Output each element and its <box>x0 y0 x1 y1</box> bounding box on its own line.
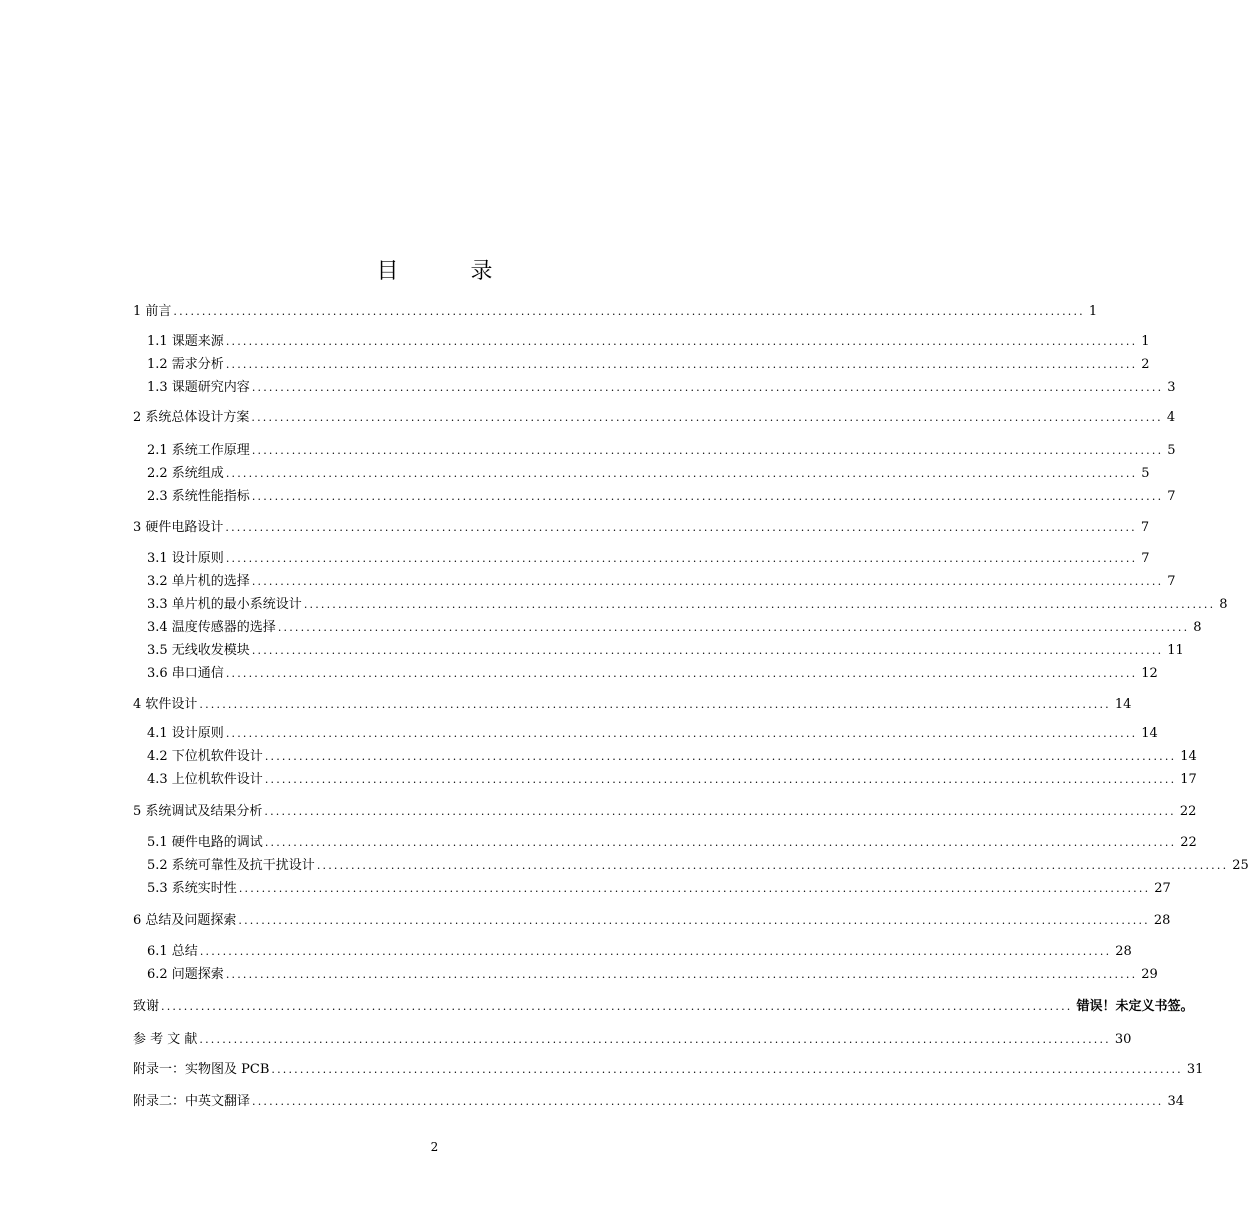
toc-entry-label: 2.1 系统工作原理 <box>147 443 250 458</box>
toc-entry[interactable] <box>147 965 1158 985</box>
toc-title-char-2: 录 <box>470 259 493 284</box>
toc-entry[interactable] <box>133 302 1098 322</box>
toc-entry[interactable] <box>133 518 1150 538</box>
toc-entry-page: 1 <box>1141 334 1150 349</box>
toc-entry[interactable] <box>133 802 1197 822</box>
toc-leader-dots: ................................................................................................................................................................ <box>264 836 1177 849</box>
toc-entry-page: 30 <box>1114 1032 1132 1047</box>
toc-entry-page: 3 <box>1167 380 1176 395</box>
toc-leader-dots: ................................................................................................................................................................ <box>277 621 1190 634</box>
toc-entry-page: 7 <box>1167 489 1176 504</box>
toc-leader-dots: ................................................................................................................................................................ <box>238 914 1150 927</box>
toc-leader-dots: ................................................................................................................................................................ <box>251 644 1164 657</box>
toc-entry-label: 3.2 单片机的选择 <box>147 574 250 589</box>
toc-leader-dots: ................................................................................................................................................................ <box>316 859 1229 872</box>
toc-entry[interactable] <box>133 997 1194 1017</box>
toc-entry[interactable] <box>147 332 1150 352</box>
toc-entry-label: 3.1 设计原则 <box>147 551 224 566</box>
toc-entry-page: 8 <box>1219 597 1228 612</box>
toc-leader-dots: ................................................................................................................................................................ <box>225 521 1137 534</box>
toc-entry[interactable] <box>133 911 1171 931</box>
toc-leader-dots: ................................................................................................................................................................ <box>225 552 1138 565</box>
toc-leader-dots: ................................................................................................................................................................ <box>303 598 1216 611</box>
toc-entry[interactable] <box>147 724 1158 744</box>
toc-entry[interactable] <box>147 770 1197 790</box>
toc-entry-label: 致谢 <box>133 999 160 1014</box>
toc-leader-dots: ................................................................................................................................................................ <box>199 698 1111 711</box>
toc-title <box>0 254 869 285</box>
toc-leader-dots: ................................................................................................................................................................ <box>225 335 1138 348</box>
toc-entry-label: 4 软件设计 <box>133 697 198 712</box>
toc-entry-label: 5.2 系统可靠性及抗干扰设计 <box>147 858 315 873</box>
toc-leader-dots: ................................................................................................................................................................ <box>251 411 1163 424</box>
toc-leader-dots: ................................................................................................................................................................ <box>173 305 1085 318</box>
toc-leader-dots: ................................................................................................................................................................ <box>264 773 1177 786</box>
toc-leader-dots: ................................................................................................................................................................ <box>251 490 1164 503</box>
toc-entry-label: 3 硬件电路设计 <box>133 520 224 535</box>
toc-entry[interactable] <box>147 595 1228 615</box>
toc-entry-label: 4.2 下位机软件设计 <box>147 749 263 764</box>
toc-entry-label: 5.1 硬件电路的调试 <box>147 835 263 850</box>
toc-entry-label: 6.1 总结 <box>147 944 198 959</box>
toc-title-char-1: 目 <box>376 259 399 284</box>
toc-entry-label: 4.1 设计原则 <box>147 726 224 741</box>
toc-entry[interactable] <box>147 572 1176 592</box>
toc-entry-page: 4 <box>1166 410 1176 425</box>
toc-entry-label: 参 考 文 献 <box>133 1032 198 1047</box>
toc-entry-label: 2 系统总体设计方案 <box>133 410 250 425</box>
toc-entry[interactable] <box>147 618 1202 638</box>
toc-entry-label: 附录一：实物图及 PCB <box>133 1062 270 1077</box>
toc-entry-label: 4.3 上位机软件设计 <box>147 772 263 787</box>
toc-entry-page: 2 <box>1141 357 1150 372</box>
toc-entry[interactable] <box>147 441 1176 461</box>
toc-leader-dots: ................................................................................................................................................................ <box>251 575 1164 588</box>
toc-entry[interactable] <box>147 664 1158 684</box>
toc-entry-label: 6.2 问题探索 <box>147 967 224 982</box>
toc-entry-page: 错误！未定义书签。 <box>1076 999 1194 1014</box>
toc-entry-page: 12 <box>1141 666 1158 681</box>
toc-leader-dots: ................................................................................................................................................................ <box>238 882 1151 895</box>
toc-entry-label: 3.5 无线收发模块 <box>147 643 250 658</box>
toc-entry-page: 22 <box>1179 804 1197 819</box>
toc-entry[interactable] <box>133 695 1132 715</box>
toc-leader-dots: ................................................................................................................................................................ <box>252 1095 1164 1108</box>
toc-leader-dots: ................................................................................................................................................................ <box>199 945 1112 958</box>
toc-entry-page: 25 <box>1232 858 1249 873</box>
page-number: 2 <box>430 1140 439 1154</box>
toc-entry[interactable] <box>147 747 1197 767</box>
toc-entry-page: 28 <box>1115 944 1132 959</box>
toc-entry-label: 附录二：中英文翻译 <box>133 1094 251 1109</box>
toc-entry-page: 7 <box>1141 551 1150 566</box>
toc-leader-dots: ................................................................................................................................................................ <box>225 358 1138 371</box>
toc-leader-dots: ................................................................................................................................................................ <box>225 667 1138 680</box>
toc-entry[interactable] <box>133 1030 1132 1050</box>
toc-entry-label: 2.3 系统性能指标 <box>147 489 250 504</box>
toc-entry-page: 1 <box>1088 304 1098 319</box>
toc-leader-dots: ................................................................................................................................................................ <box>225 968 1138 981</box>
toc-leader-dots: ................................................................................................................................................................ <box>161 1000 1073 1013</box>
toc-entry-label: 1.2 需求分析 <box>147 357 224 372</box>
toc-entry-label: 6 总结及问题探索 <box>133 913 237 928</box>
toc-entry-page: 5 <box>1167 443 1176 458</box>
toc-entry[interactable] <box>133 1060 1204 1080</box>
toc-entry-label: 2.2 系统组成 <box>147 466 224 481</box>
toc-entry-page: 11 <box>1167 643 1184 658</box>
toc-entry[interactable] <box>147 355 1150 375</box>
toc-entry[interactable] <box>147 549 1150 569</box>
toc-entry-label: 1.1 课题来源 <box>147 334 224 349</box>
toc-entry[interactable] <box>147 378 1176 398</box>
toc-entry-page: 8 <box>1193 620 1202 635</box>
toc-entry-label: 5.3 系统实时性 <box>147 881 237 896</box>
toc-entry-page: 5 <box>1141 466 1150 481</box>
toc-entry[interactable] <box>147 942 1132 962</box>
toc-entry[interactable] <box>147 879 1171 899</box>
toc-entry-page: 7 <box>1140 520 1150 535</box>
toc-leader-dots: ................................................................................................................................................................ <box>225 467 1138 480</box>
toc-entry-label: 3.3 单片机的最小系统设计 <box>147 597 302 612</box>
toc-entry[interactable] <box>147 487 1176 507</box>
toc-entry-page: 14 <box>1141 726 1158 741</box>
toc-entry-page: 7 <box>1167 574 1176 589</box>
toc-leader-dots: ................................................................................................................................................................ <box>264 750 1177 763</box>
toc-leader-dots: ................................................................................................................................................................ <box>251 381 1164 394</box>
toc-entry-label: 1 前言 <box>133 304 172 319</box>
toc-entry-page: 34 <box>1167 1094 1185 1109</box>
toc-entry-label: 3.6 串口通信 <box>147 666 224 681</box>
toc-entry-page: 17 <box>1180 772 1197 787</box>
toc-entry-page: 31 <box>1186 1062 1204 1077</box>
toc-leader-dots: ................................................................................................................................................................ <box>264 805 1176 818</box>
toc-entry[interactable] <box>147 833 1197 853</box>
toc-entry-page: 14 <box>1114 697 1132 712</box>
toc-leader-dots: ................................................................................................................................................................ <box>199 1033 1111 1046</box>
toc-entry[interactable] <box>133 1092 1185 1112</box>
toc-entry-page: 29 <box>1141 967 1158 982</box>
toc-entry-page: 14 <box>1180 749 1197 764</box>
toc-leader-dots: ................................................................................................................................................................ <box>225 727 1138 740</box>
toc-entry-label: 1.3 课题研究内容 <box>147 380 250 395</box>
toc-entry-page: 22 <box>1180 835 1197 850</box>
toc-entry-label: 3.4 温度传感器的选择 <box>147 620 276 635</box>
toc-entry-page: 28 <box>1153 913 1171 928</box>
toc-leader-dots: ................................................................................................................................................................ <box>271 1063 1183 1076</box>
toc-leader-dots: ................................................................................................................................................................ <box>251 444 1164 457</box>
toc-entry[interactable] <box>147 464 1150 484</box>
toc-entry[interactable] <box>147 641 1184 661</box>
toc-entry-label: 5 系统调试及结果分析 <box>133 804 263 819</box>
toc-entry[interactable] <box>147 856 1249 876</box>
toc-entry[interactable] <box>133 408 1176 428</box>
toc-entry-page: 27 <box>1154 881 1171 896</box>
